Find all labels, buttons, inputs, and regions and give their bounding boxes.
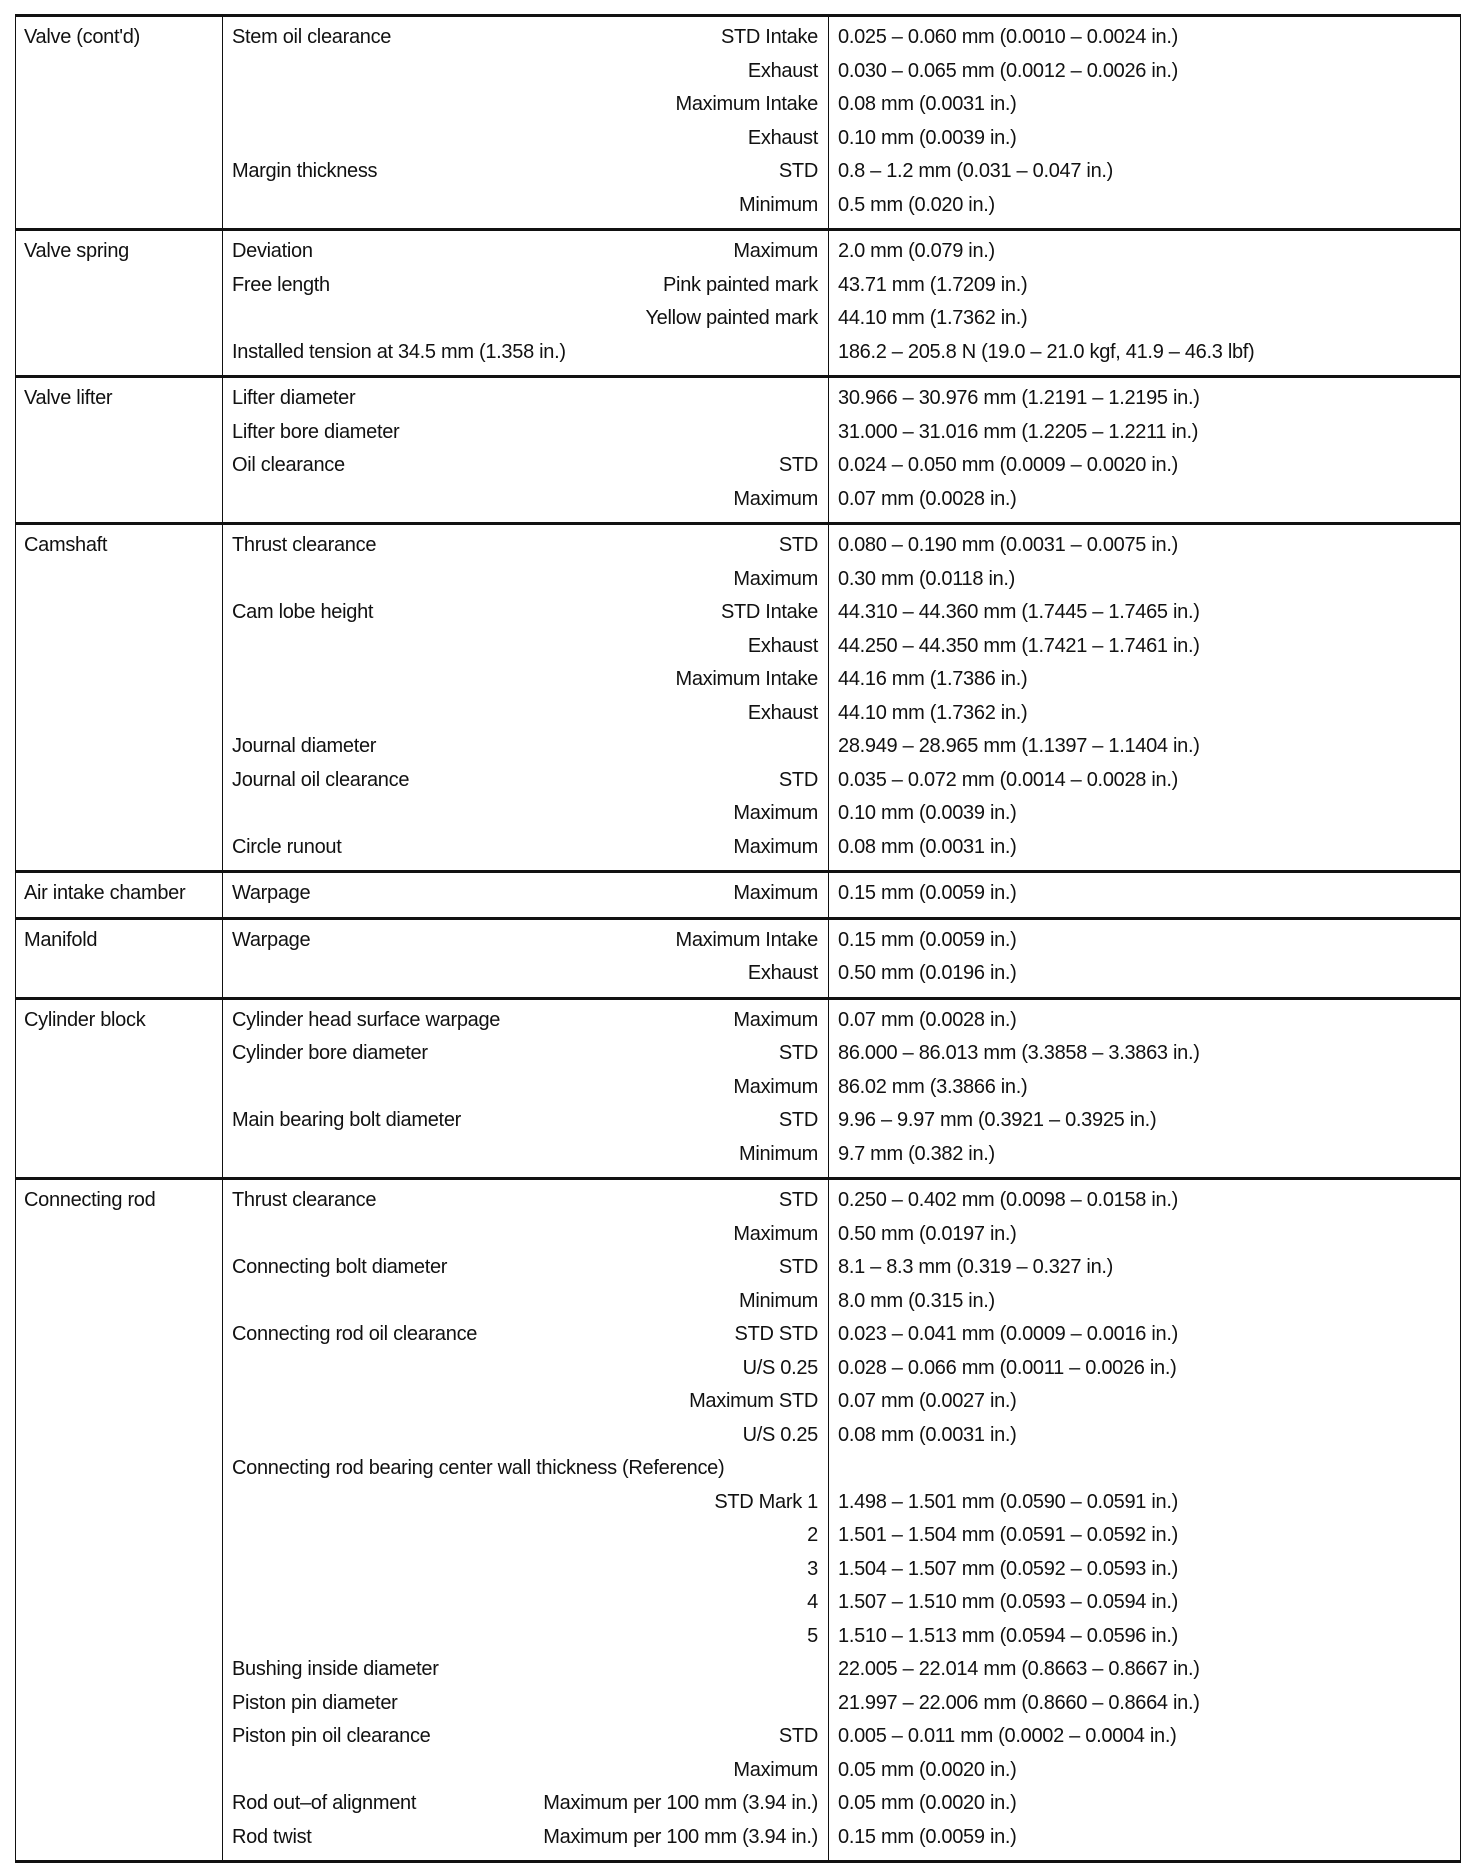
item-name: Thrust clearance xyxy=(232,1189,377,1211)
spec-value: 44.250 – 44.350 mm (1.7421 – 1.7461 in.) xyxy=(838,634,1200,657)
spec-value: 0.08 mm (0.0031 in.) xyxy=(838,93,1017,115)
spec-value: 0.5 mm (0.020 in.) xyxy=(838,193,995,216)
spec-value: 0.50 mm (0.0196 in.) xyxy=(838,962,1017,984)
item-name: Stem oil clearance xyxy=(232,26,392,48)
spec-value: 0.08 mm (0.0031 in.) xyxy=(838,835,1017,858)
spec-section xyxy=(16,1179,1461,1862)
spec-value: 2.0 mm (0.079 in.) xyxy=(838,240,995,262)
item-name: Deviation xyxy=(232,240,313,262)
value-cell xyxy=(829,998,1461,1179)
item-qualifier: Maximum xyxy=(733,882,818,904)
item-name: Journal oil clearance xyxy=(232,768,410,791)
spec-value: 0.15 mm (0.0059 in.) xyxy=(838,1825,1017,1848)
spec-item-line xyxy=(223,336,828,370)
value-cell xyxy=(829,377,1461,524)
component-label: Cylinder block xyxy=(24,1008,146,1031)
spec-value: 0.8 – 1.2 mm (0.031 – 0.047 in.) xyxy=(838,160,1114,182)
item-qualifier: STD xyxy=(778,1042,818,1064)
spec-value: 9.7 mm (0.382 in.) xyxy=(838,1142,995,1165)
spec-item-line xyxy=(223,382,828,416)
spec-item-line xyxy=(223,1285,828,1319)
component-cell xyxy=(16,16,223,230)
item-name: Rod twist xyxy=(232,1825,312,1848)
spec-item-line xyxy=(223,1251,828,1285)
spec-item-line xyxy=(223,1318,828,1352)
spec-value: 31.000 – 31.016 mm (1.2205 – 1.2211 in.) xyxy=(838,420,1199,443)
spec-item-line xyxy=(223,1071,828,1105)
item-qualifier: Maximum STD xyxy=(689,1390,818,1412)
spec-item-line xyxy=(223,235,828,269)
component-label: Manifold xyxy=(24,928,98,951)
spec-item-line xyxy=(223,1653,828,1687)
item-qualifier: Maximum Intake xyxy=(675,668,818,690)
spec-value: 28.949 – 28.965 mm (1.1397 – 1.1404 in.) xyxy=(838,735,1200,757)
component-label: Valve (cont'd) xyxy=(24,26,140,48)
spec-item-line xyxy=(223,697,828,731)
component-label: Air intake chamber xyxy=(24,882,186,904)
spec-value: 8.1 – 8.3 mm (0.319 – 0.327 in.) xyxy=(838,1256,1114,1278)
spec-section xyxy=(16,524,1461,872)
item-name: Bushing inside diameter xyxy=(232,1658,439,1680)
spec-item-line xyxy=(223,416,828,450)
spec-value: 0.005 – 0.011 mm (0.0002 – 0.0004 in.) xyxy=(838,1725,1177,1747)
spec-item-line xyxy=(223,596,828,630)
item-qualifier: STD xyxy=(778,1725,818,1747)
spec-value: 44.310 – 44.360 mm (1.7445 – 1.7465 in.) xyxy=(838,601,1200,623)
item-name: Cylinder head surface warpage xyxy=(232,1008,501,1031)
item-qualifier: STD STD xyxy=(734,1323,818,1345)
spec-value: 0.07 mm (0.0028 in.) xyxy=(838,1008,1017,1031)
spec-item-line xyxy=(223,1720,828,1754)
spec-value: 186.2 – 205.8 N (19.0 – 21.0 kgf, 41.9 – 46.3 lbf) xyxy=(838,340,1255,363)
spec-value: 0.10 mm (0.0039 in.) xyxy=(838,802,1017,824)
item-qualifier: Maximum xyxy=(733,240,818,262)
value-cell xyxy=(829,16,1461,230)
spec-item-line xyxy=(223,1184,828,1218)
item-qualifier: 5 xyxy=(807,1624,818,1647)
component-cell xyxy=(16,524,223,872)
spec-value: 0.05 mm (0.0020 in.) xyxy=(838,1758,1017,1781)
spec-item-line xyxy=(223,55,828,89)
item-name: Installed tension at 34.5 mm (1.358 in.) xyxy=(232,340,566,363)
spec-section xyxy=(16,998,1461,1179)
spec-item-line xyxy=(223,1004,828,1038)
item-name: Warpage xyxy=(232,882,311,904)
spec-item-line xyxy=(223,730,828,764)
item-qualifier: STD xyxy=(778,534,818,556)
spec-value: 0.07 mm (0.0027 in.) xyxy=(838,1390,1017,1412)
spec-item-line xyxy=(223,1620,828,1654)
spec-value: 0.023 – 0.041 mm (0.0009 – 0.0016 in.) xyxy=(838,1323,1178,1345)
spec-value: 0.15 mm (0.0059 in.) xyxy=(838,882,1017,904)
component-cell xyxy=(16,230,223,377)
item-qualifier: Exhaust xyxy=(747,59,818,82)
spec-value: 0.05 mm (0.0020 in.) xyxy=(838,1792,1017,1814)
item-name: Main bearing bolt diameter xyxy=(232,1109,461,1131)
item-qualifier: Maximum xyxy=(733,835,818,858)
item-qualifier: Yellow painted mark xyxy=(645,307,818,329)
spec-item-line xyxy=(223,1787,828,1821)
item-name: Cylinder bore diameter xyxy=(232,1042,428,1064)
item-qualifier: U/S 0.25 xyxy=(742,1356,818,1379)
component-cell xyxy=(16,1179,223,1862)
value-cell xyxy=(829,872,1461,919)
spec-item-line xyxy=(223,483,828,517)
item-qualifier: Maximum xyxy=(733,567,818,590)
item-qualifier: Maximum per 100 mm (3.94 in.) xyxy=(543,1792,818,1814)
spec-item-line xyxy=(223,831,828,865)
spec-item-line xyxy=(223,764,828,798)
item-qualifier: Minimum xyxy=(738,193,818,216)
item-qualifier: Exhaust xyxy=(747,962,818,984)
spec-item-line xyxy=(223,1419,828,1453)
item-qualifier: Minimum xyxy=(738,1289,818,1312)
item-name: Piston pin oil clearance xyxy=(232,1725,431,1747)
component-label: Camshaft xyxy=(24,534,108,556)
item-qualifier: Maximum Intake xyxy=(675,93,818,115)
item-qualifier: Maximum xyxy=(733,1758,818,1781)
item-name: Piston pin diameter xyxy=(232,1691,398,1714)
component-cell xyxy=(16,872,223,919)
item-cell xyxy=(223,230,829,377)
spec-value: 8.0 mm (0.315 in.) xyxy=(838,1289,995,1312)
spec-item-line xyxy=(223,1821,828,1855)
spec-item-line xyxy=(223,449,828,483)
item-qualifier: Minimum xyxy=(738,1142,818,1165)
value-cell xyxy=(829,1179,1461,1862)
item-qualifier: Maximum xyxy=(733,802,818,824)
item-name: Circle runout xyxy=(232,835,342,858)
spec-value: 0.024 – 0.050 mm (0.0009 – 0.0020 in.) xyxy=(838,454,1178,476)
spec-value xyxy=(829,1452,1460,1486)
item-qualifier: 3 xyxy=(807,1557,818,1580)
spec-value: 0.028 – 0.066 mm (0.0011 – 0.0026 in.) xyxy=(838,1356,1177,1379)
item-qualifier: Maximum Intake xyxy=(675,928,818,951)
spec-item-line xyxy=(223,1037,828,1071)
item-qualifier: Maximum xyxy=(733,1075,818,1098)
item-qualifier: U/S 0.25 xyxy=(742,1423,818,1446)
spec-section xyxy=(16,918,1461,998)
spec-item-line xyxy=(223,1553,828,1587)
specification-table xyxy=(15,14,1461,1863)
item-cell xyxy=(223,918,829,998)
component-label: Valve spring xyxy=(24,240,129,262)
spec-value: 1.507 – 1.510 mm (0.0593 – 0.0594 in.) xyxy=(838,1591,1178,1613)
spec-value: 9.96 – 9.97 mm (0.3921 – 0.3925 in.) xyxy=(838,1109,1157,1131)
item-qualifier: STD xyxy=(778,1109,818,1131)
item-qualifier: STD xyxy=(778,1189,818,1211)
item-qualifier: Exhaust xyxy=(747,634,818,657)
spec-value: 0.50 mm (0.0197 in.) xyxy=(838,1222,1017,1245)
item-qualifier: STD xyxy=(778,768,818,791)
item-qualifier: Exhaust xyxy=(747,126,818,149)
spec-section xyxy=(16,377,1461,524)
item-cell xyxy=(223,524,829,872)
item-qualifier: STD xyxy=(778,454,818,476)
item-qualifier: STD Intake xyxy=(720,26,818,48)
item-qualifier: Maximum xyxy=(733,487,818,510)
spec-item-line xyxy=(223,1687,828,1721)
spec-item-line xyxy=(223,1586,828,1620)
spec-item-line xyxy=(223,189,828,223)
spec-item-line xyxy=(223,1138,828,1172)
component-cell xyxy=(16,377,223,524)
spec-value: 0.08 mm (0.0031 in.) xyxy=(838,1423,1017,1446)
item-name: Connecting rod oil clearance xyxy=(232,1323,478,1345)
spec-value: 0.030 – 0.065 mm (0.0012 – 0.0026 in.) xyxy=(838,59,1178,82)
value-cell xyxy=(829,918,1461,998)
spec-item-line xyxy=(223,1218,828,1252)
spec-value: 0.15 mm (0.0059 in.) xyxy=(838,928,1017,951)
item-cell xyxy=(223,872,829,919)
spec-value: 0.035 – 0.072 mm (0.0014 – 0.0028 in.) xyxy=(838,768,1178,791)
value-cell xyxy=(829,230,1461,377)
item-name: Oil clearance xyxy=(232,454,345,476)
spec-item-line xyxy=(223,21,828,55)
item-cell xyxy=(223,377,829,524)
item-qualifier: Maximum per 100 mm (3.94 in.) xyxy=(543,1825,818,1848)
spec-value: 1.504 – 1.507 mm (0.0592 – 0.0593 in.) xyxy=(838,1557,1178,1580)
spec-item-line xyxy=(223,957,828,991)
spec-value: 0.30 mm (0.0118 in.) xyxy=(838,567,1016,590)
item-name: Thrust clearance xyxy=(232,534,377,556)
component-cell xyxy=(16,998,223,1179)
item-qualifier: 2 xyxy=(807,1524,818,1546)
spec-item-line xyxy=(223,88,828,122)
item-qualifier: STD xyxy=(778,160,818,182)
spec-value: 0.250 – 0.402 mm (0.0098 – 0.0158 in.) xyxy=(838,1189,1178,1211)
item-name: Journal diameter xyxy=(232,735,377,757)
spec-value: 1.501 – 1.504 mm (0.0591 – 0.0592 in.) xyxy=(838,1524,1178,1546)
item-cell xyxy=(223,998,829,1179)
spec-value: 1.498 – 1.501 mm (0.0590 – 0.0591 in.) xyxy=(838,1490,1178,1513)
spec-value: 1.510 – 1.513 mm (0.0594 – 0.0596 in.) xyxy=(838,1624,1178,1647)
spec-item-line xyxy=(223,1452,828,1486)
spec-value: 44.16 mm (1.7386 in.) xyxy=(838,668,1028,690)
item-qualifier: Pink painted mark xyxy=(663,273,818,296)
item-qualifier: Exhaust xyxy=(747,701,818,724)
spec-section xyxy=(16,230,1461,377)
spec-item-line xyxy=(223,529,828,563)
spec-item-line xyxy=(223,1385,828,1419)
spec-item-line xyxy=(223,630,828,664)
component-cell xyxy=(16,918,223,998)
spec-item-line xyxy=(223,663,828,697)
spec-item-line xyxy=(223,1754,828,1788)
spec-value: 86.02 mm (3.3866 in.) xyxy=(838,1075,1028,1098)
value-cell xyxy=(829,524,1461,872)
component-label: Connecting rod xyxy=(24,1189,156,1211)
item-qualifier: STD xyxy=(778,1256,818,1278)
item-qualifier: STD Intake xyxy=(720,601,818,623)
item-qualifier: Maximum xyxy=(733,1222,818,1245)
item-name: Free length xyxy=(232,273,330,296)
spec-value: 44.10 mm (1.7362 in.) xyxy=(838,701,1028,724)
spec-item-line xyxy=(223,563,828,597)
spec-value: 0.10 mm (0.0039 in.) xyxy=(838,126,1017,149)
spec-section xyxy=(16,872,1461,919)
spec-value: 21.997 – 22.006 mm (0.8660 – 0.8664 in.) xyxy=(838,1691,1200,1714)
spec-item-line xyxy=(223,797,828,831)
spec-item-line xyxy=(223,1486,828,1520)
item-qualifier: Maximum xyxy=(733,1008,818,1031)
spec-value: 0.025 – 0.060 mm (0.0010 – 0.0024 in.) xyxy=(838,26,1178,48)
item-name: Warpage xyxy=(232,928,311,951)
item-name: Lifter bore diameter xyxy=(232,420,400,443)
spec-value: 86.000 – 86.013 mm (3.3858 – 3.3863 in.) xyxy=(838,1042,1200,1064)
item-name: Rod out–of alignment xyxy=(232,1792,417,1814)
spec-item-line xyxy=(223,302,828,336)
spec-item-line xyxy=(223,155,828,189)
spec-value: 22.005 – 22.014 mm (0.8663 – 0.8667 in.) xyxy=(838,1658,1200,1680)
item-name: Connecting bolt diameter xyxy=(232,1256,448,1278)
spec-item-line xyxy=(223,1104,828,1138)
item-name: Cam lobe height xyxy=(232,601,374,623)
spec-value: 0.080 – 0.190 mm (0.0031 – 0.0075 in.) xyxy=(838,534,1178,556)
item-cell xyxy=(223,1179,829,1862)
spec-value: 30.966 – 30.976 mm (1.2191 – 1.2195 in.) xyxy=(838,387,1200,409)
item-name: Connecting rod bearing center wall thickness (Reference) xyxy=(232,1457,725,1479)
spec-item-line xyxy=(223,924,828,958)
item-qualifier: STD Mark 1 xyxy=(714,1490,818,1513)
spec-item-line xyxy=(223,1519,828,1553)
spec-item-line xyxy=(223,1352,828,1386)
item-name: Lifter diameter xyxy=(232,387,356,409)
spec-item-line xyxy=(223,269,828,303)
spec-item-line xyxy=(223,122,828,156)
spec-item-line xyxy=(223,877,828,911)
item-cell xyxy=(223,16,829,230)
spec-value: 43.71 mm (1.7209 in.) xyxy=(838,273,1028,296)
spec-value: 44.10 mm (1.7362 in.) xyxy=(838,307,1028,329)
item-name: Margin thickness xyxy=(232,160,378,182)
item-qualifier: 4 xyxy=(807,1591,818,1613)
component-label: Valve lifter xyxy=(24,387,113,409)
spec-section xyxy=(16,16,1461,230)
spec-value: 0.07 mm (0.0028 in.) xyxy=(838,487,1017,510)
